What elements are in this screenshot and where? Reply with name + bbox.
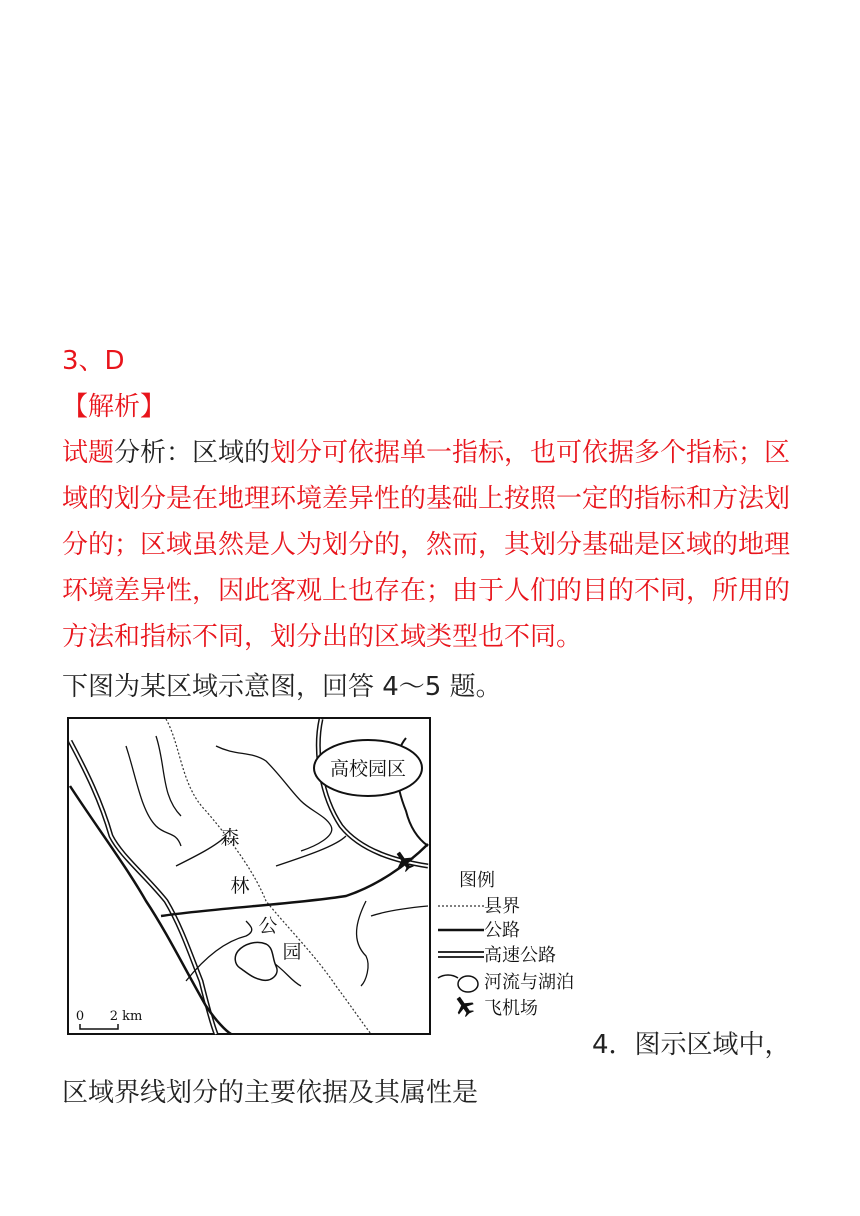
scale-bar xyxy=(80,1024,118,1029)
river-3 xyxy=(156,736,181,816)
legend-road: 公路 xyxy=(484,920,520,941)
analysis-line-1 xyxy=(62,432,790,469)
legend-river-swatch xyxy=(458,976,478,992)
analysis-prefix-red: 试题 xyxy=(62,438,115,468)
legend-title: 图例 xyxy=(459,870,495,891)
campus-label: 高校园区 xyxy=(329,758,407,780)
river-6 xyxy=(357,901,369,986)
river-2 xyxy=(126,746,181,846)
river-5 xyxy=(276,836,346,866)
scale-zero: 0 xyxy=(75,1009,85,1024)
scale-label: 2 km xyxy=(109,1009,143,1024)
analysis-line-2: 域的划分是在地理环境差异性的基础上按照一定的指标和方法划 xyxy=(62,484,791,514)
lake xyxy=(235,942,277,980)
analysis-prefix-black: 分析：区域的 xyxy=(114,438,271,468)
analysis-label: 【解析】 xyxy=(62,392,167,422)
analysis-line1-rest: 划分可依据单一指标，也可依据多个指标；区 xyxy=(270,438,791,468)
analysis-line-3: 分的；区域虽然是人为划分的，然而，其划分基础是区域的地理 xyxy=(62,530,791,560)
question-intro: 下图为某区域示意图，回答 4～5 题。 xyxy=(62,672,502,702)
analysis-line-5: 方法和指标不同，划分出的区域类型也不同。 xyxy=(62,622,583,652)
park-char-4: 园 xyxy=(282,941,302,963)
legend-county: 县界 xyxy=(484,896,520,917)
region-map xyxy=(66,716,591,1041)
park-char-3: 公 xyxy=(258,915,278,937)
river-4 xyxy=(176,836,226,866)
answer-text: 3、D xyxy=(62,346,125,376)
park-char-2: 林 xyxy=(230,875,250,897)
question-4-start: 4．图示区域中， xyxy=(592,1030,791,1060)
legend-airport-icon xyxy=(451,993,477,1020)
park-char-1: 森 xyxy=(220,827,240,849)
question-4-cont: 区域界线划分的主要依据及其属性是 xyxy=(62,1078,479,1108)
legend-airport: 飞机场 xyxy=(484,998,538,1019)
legend-highway: 高速公路 xyxy=(484,945,556,966)
river-7 xyxy=(371,906,428,916)
legend-river: 河流与湖泊 xyxy=(484,972,574,993)
analysis-line-4: 环境差异性，因此客观上也存在；由于人们的目的不同，所用的 xyxy=(62,576,791,606)
